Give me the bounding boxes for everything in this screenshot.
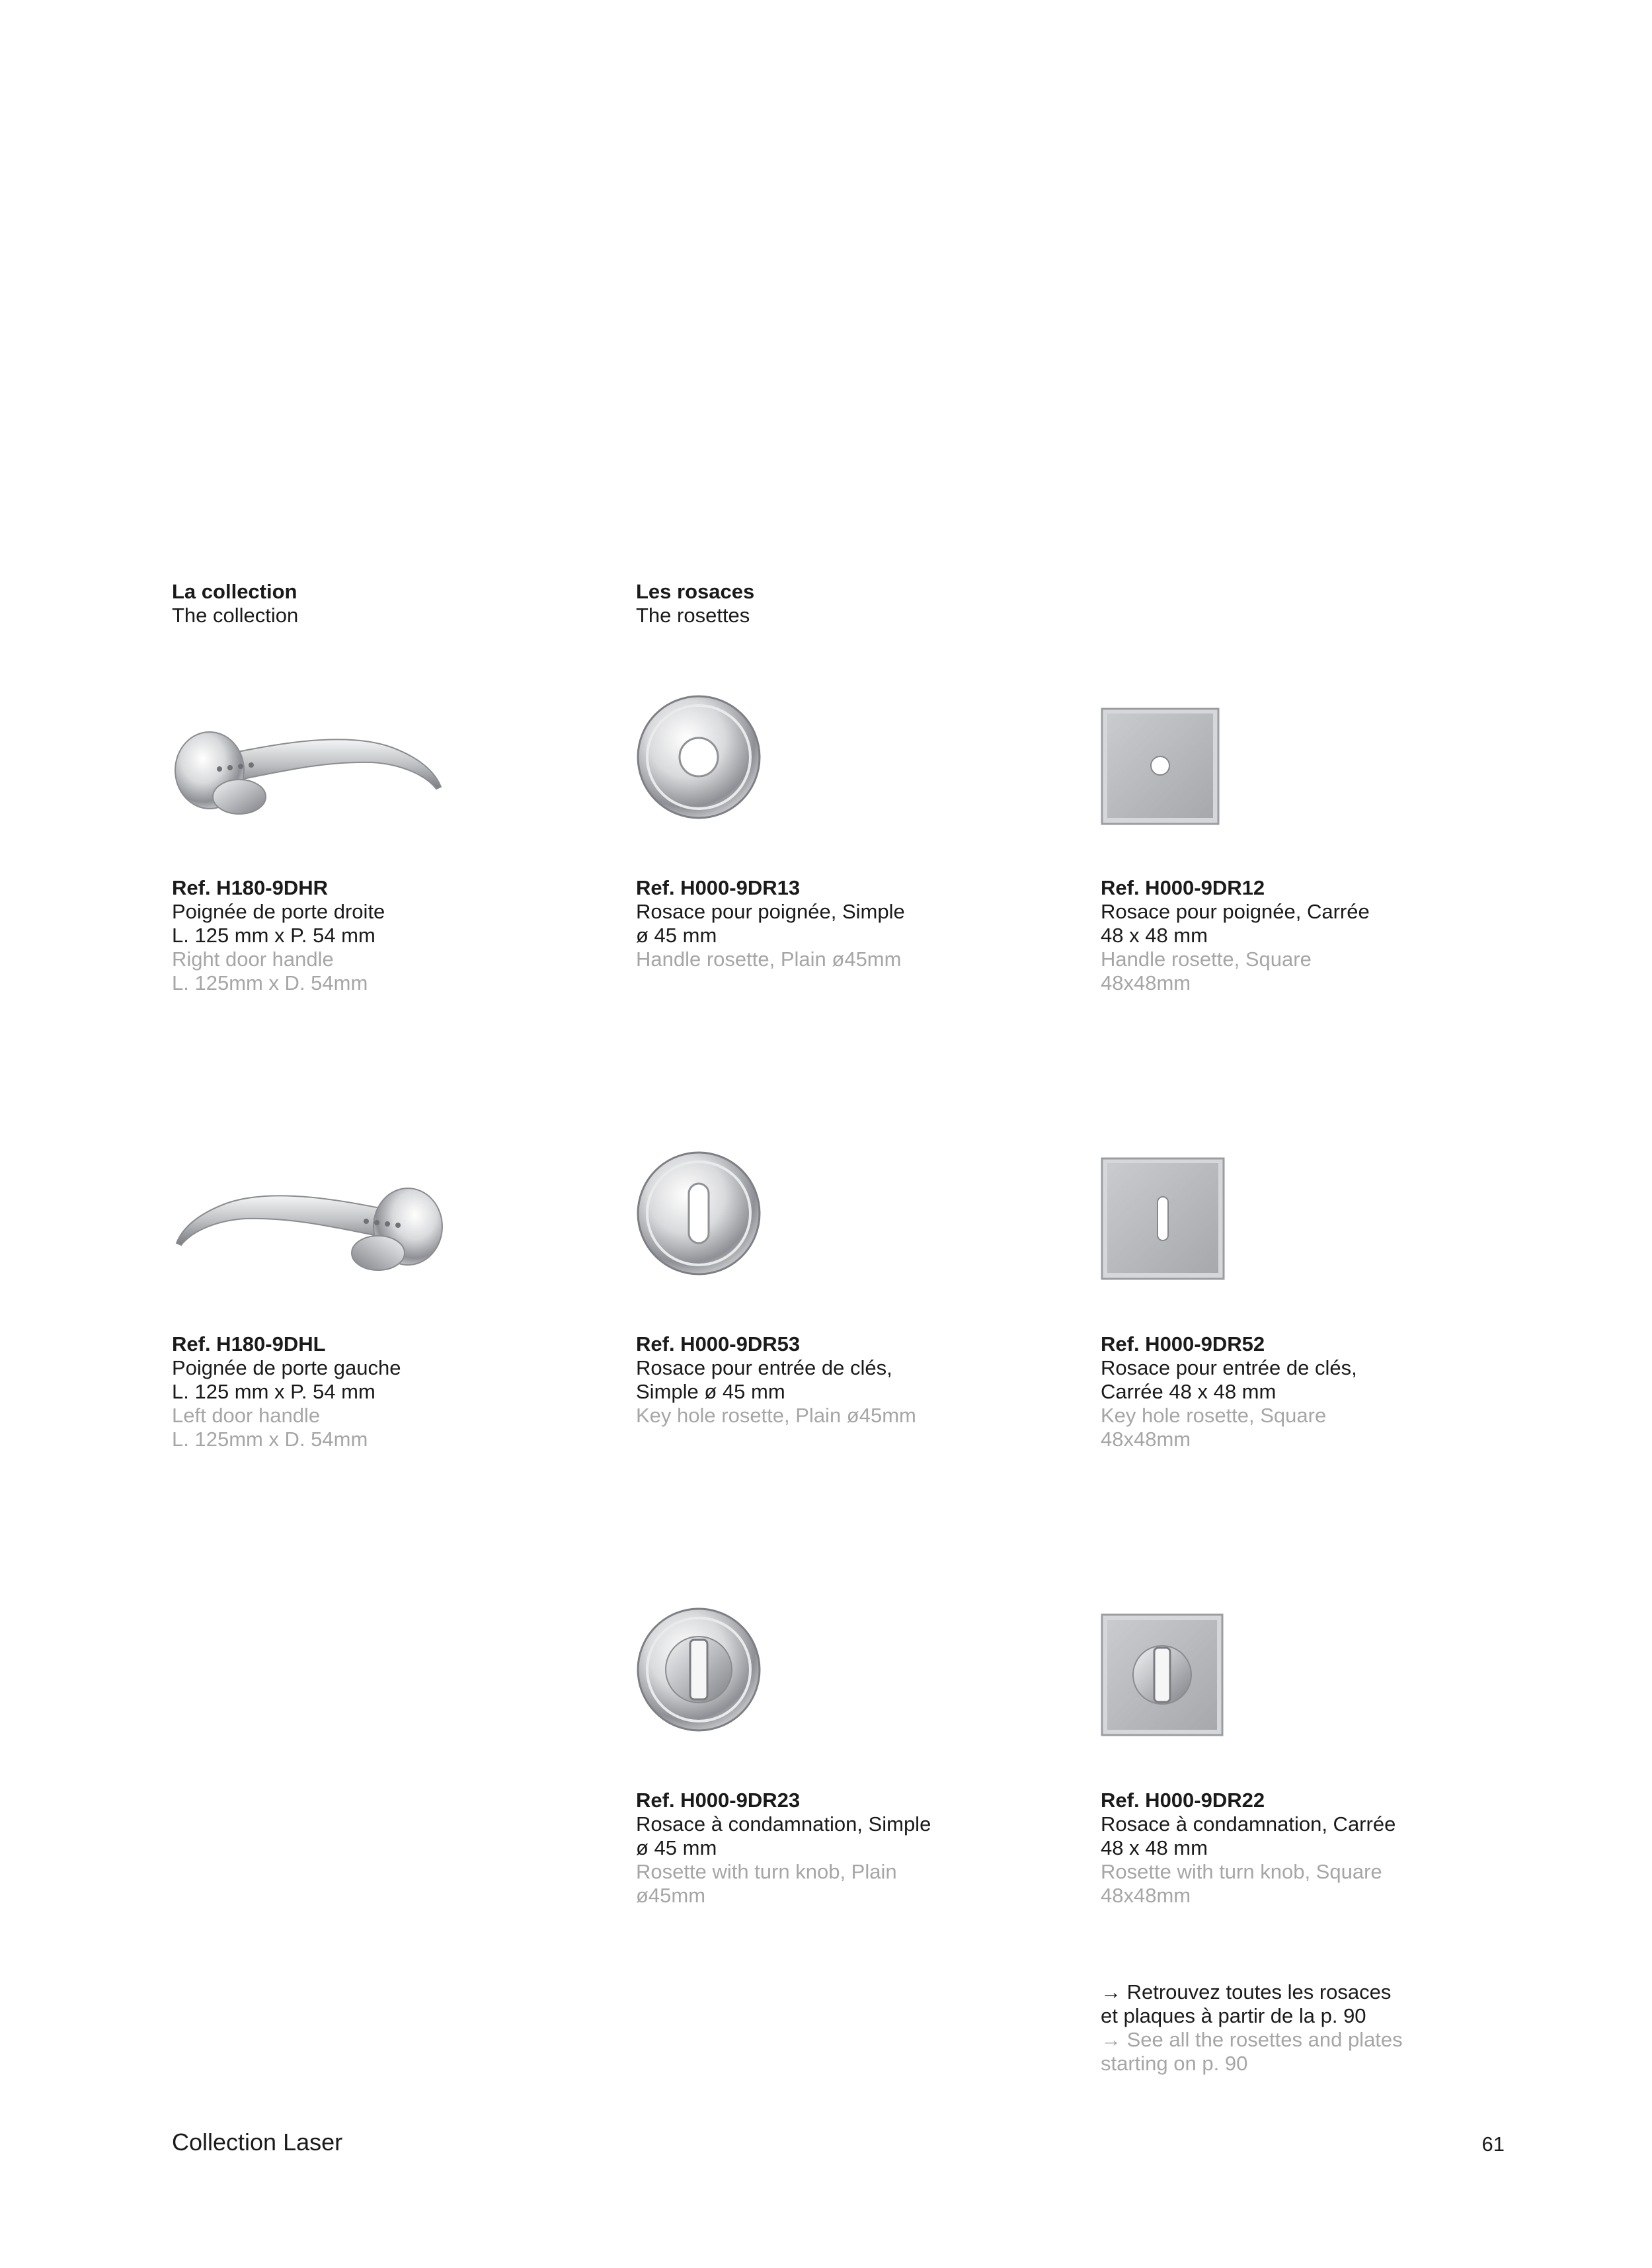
product-desc-en: 48x48mm [1101,1884,1191,1907]
product-card [636,1789,931,1908]
product-ref: Ref. H000-9DR52 [1101,1332,1265,1356]
product-desc-fr: ø 45 mm [636,924,717,947]
square-turn-knob-rosette-image [1101,1613,1224,1736]
product-desc-fr: L. 125 mm x P. 54 mm [172,924,375,947]
product-desc-en: Key hole rosette, Square [1101,1404,1327,1427]
product-desc-fr: Rosace à condamnation, Simple [636,1812,931,1836]
product-ref: Ref. H000-9DR53 [636,1332,801,1356]
product-desc-fr: 48 x 48 mm [1101,924,1208,947]
product-desc-fr: Rosace pour entrée de clés, [636,1356,892,1379]
product-desc-en: 48x48mm [1101,1428,1191,1451]
product-card [172,876,385,995]
square-keyhole-rosette-image [1101,1157,1225,1280]
round-handle-rosette-image [636,694,762,820]
product-desc-en: L. 125mm x D. 54mm [172,971,368,994]
product-desc-en: 48x48mm [1101,971,1191,994]
product-ref: Ref. H000-9DR22 [1101,1789,1265,1812]
see-all-rosettes-note [1101,1980,1403,2076]
product-card [1101,1332,1357,1451]
footer-title: Collection Laser [172,2128,343,2156]
page-number: 61 [1481,2132,1505,2156]
header-en: The rosettes [636,604,750,627]
product-desc-fr: Poignée de porte gauche [172,1356,401,1379]
door-handle-right-image [173,717,444,823]
product-desc-fr: Poignée de porte droite [172,900,385,923]
product-ref: Ref. H000-9DR13 [636,876,801,899]
note-en: starting on p. 90 [1101,2052,1248,2075]
product-desc-fr: 48 x 48 mm [1101,1836,1208,1859]
product-card [1101,1789,1396,1908]
header-en: The collection [172,604,299,627]
product-desc-fr: Rosace pour poignée, Carrée [1101,900,1370,923]
product-ref: Ref. H000-9DR12 [1101,876,1265,899]
section-header-rosettes [636,580,754,628]
product-desc-fr: ø 45 mm [636,1836,717,1859]
product-desc-en: Left door handle [172,1404,321,1427]
section-header-collection [172,580,298,628]
round-turn-knob-rosette-image [636,1607,762,1732]
note-fr: → Retrouvez toutes les rosaces [1101,1980,1392,2004]
product-card [172,1332,401,1451]
product-card [636,1332,916,1428]
note-fr: et plaques à partir de la p. 90 [1101,2004,1366,2027]
square-handle-rosette-image [1101,708,1220,825]
product-desc-en: Right door handle [172,948,334,971]
product-ref: Ref. H000-9DR23 [636,1789,801,1812]
product-desc-fr: Rosace pour entrée de clés, [1101,1356,1357,1379]
product-desc-en: Rosette with turn knob, Square [1101,1860,1382,1883]
product-ref: Ref. H180-9DHR [172,876,329,899]
door-handle-left-image [173,1174,444,1279]
product-desc-en: ø45mm [636,1884,706,1907]
header-fr: Les rosaces [636,580,755,603]
product-desc-en: Handle rosette, Plain ø45mm [636,948,902,971]
product-desc-fr: L. 125 mm x P. 54 mm [172,1380,375,1403]
header-fr: La collection [172,580,297,603]
product-desc-fr: Simple ø 45 mm [636,1380,785,1403]
product-desc-en: Key hole rosette, Plain ø45mm [636,1404,916,1427]
product-desc-en: Handle rosette, Square [1101,948,1312,971]
note-en: → See all the rosettes and plates [1101,2028,1403,2051]
product-desc-fr: Carrée 48 x 48 mm [1101,1380,1277,1403]
product-desc-fr: Rosace à condamnation, Carrée [1101,1812,1396,1836]
product-desc-en: L. 125mm x D. 54mm [172,1428,368,1451]
product-card [1101,876,1370,995]
product-desc-en: Rosette with turn knob, Plain [636,1860,897,1883]
product-card [636,876,905,971]
product-ref: Ref. H180-9DHL [172,1332,326,1356]
round-keyhole-rosette-image [636,1151,762,1276]
product-desc-fr: Rosace pour poignée, Simple [636,900,905,923]
